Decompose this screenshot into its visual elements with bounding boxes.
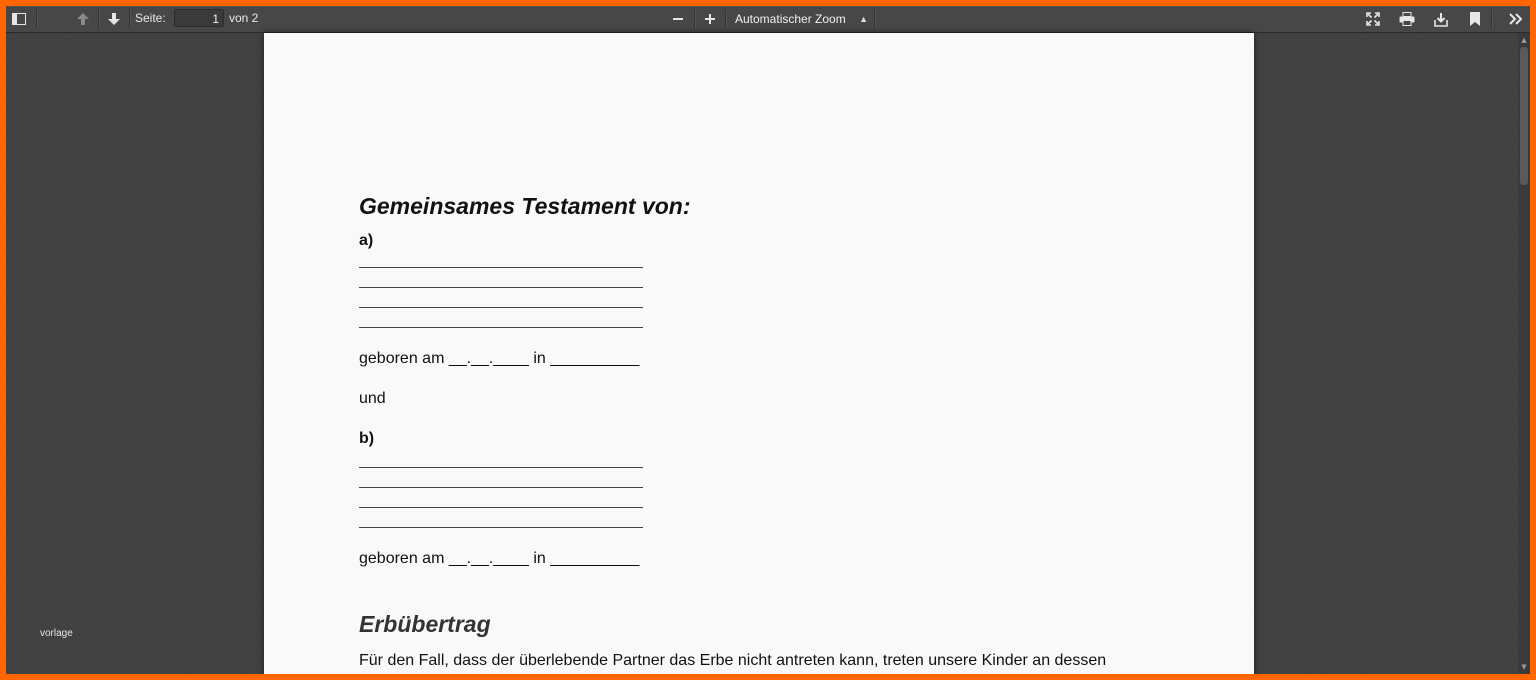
document-viewer[interactable] <box>6 33 1518 674</box>
arrow-down-icon[interactable] <box>101 8 127 30</box>
overlay-caption: vorlage <box>40 628 73 639</box>
page-number-input[interactable]: 1 <box>174 9 224 27</box>
arrow-up-icon[interactable] <box>70 8 96 30</box>
scroll-thumb[interactable] <box>1520 47 1528 185</box>
toolbar <box>6 6 1530 33</box>
person-a-label: a) <box>359 232 374 249</box>
document-title: Gemeinsames Testament von: <box>359 193 691 219</box>
plus-icon[interactable] <box>697 8 723 30</box>
pdf-viewer-window <box>6 6 1530 674</box>
blank-line <box>359 466 643 468</box>
person-b-label: b) <box>359 430 375 447</box>
toolbar-separator <box>129 10 130 28</box>
select-caret-icon: ▲ <box>859 14 868 24</box>
printer-icon[interactable] <box>1394 8 1420 30</box>
toolbar-separator <box>98 10 99 28</box>
birth-line-a: geboren am __.__.____ in __________ <box>359 350 640 367</box>
and-word: und <box>359 390 386 407</box>
zoom-select[interactable] <box>728 9 874 29</box>
double-chevron-icon[interactable] <box>1503 8 1529 30</box>
page-count: von 2 <box>229 11 259 25</box>
scroll-down-icon[interactable]: ▼ <box>1521 663 1527 671</box>
toolbar-separator <box>874 10 875 28</box>
toolbar-separator <box>694 10 695 28</box>
fullscreen-icon[interactable] <box>1360 8 1386 30</box>
toolbar-separator <box>36 10 37 28</box>
blank-line <box>359 326 643 328</box>
pdf-page <box>264 33 1254 674</box>
scroll-up-icon[interactable]: ▲ <box>1521 36 1527 44</box>
blank-line <box>359 286 643 288</box>
toolbar-separator <box>1491 10 1492 28</box>
birth-line-b: geboren am __.__.____ in __________ <box>359 550 640 567</box>
zoom-value: Automatischer Zoom <box>735 12 846 26</box>
sidebar-toggle-icon[interactable] <box>6 8 32 30</box>
bookmark-icon[interactable] <box>1462 8 1488 30</box>
minus-icon[interactable] <box>665 8 691 30</box>
vertical-scrollbar[interactable] <box>1518 33 1530 674</box>
toolbar-separator <box>725 10 726 28</box>
blank-line <box>359 506 643 508</box>
blank-line <box>359 526 643 528</box>
section-paragraph: Für den Fall, dass der überlebende Partner das Erbe nicht antreten kann, treten unsere Kinder an dessen <box>359 652 1107 669</box>
download-icon[interactable] <box>1428 8 1454 30</box>
page-label: Seite: <box>135 11 166 25</box>
blank-line <box>359 266 643 268</box>
section-heading: Erbübertrag <box>359 611 491 637</box>
blank-line <box>359 306 643 308</box>
blank-line <box>359 486 643 488</box>
